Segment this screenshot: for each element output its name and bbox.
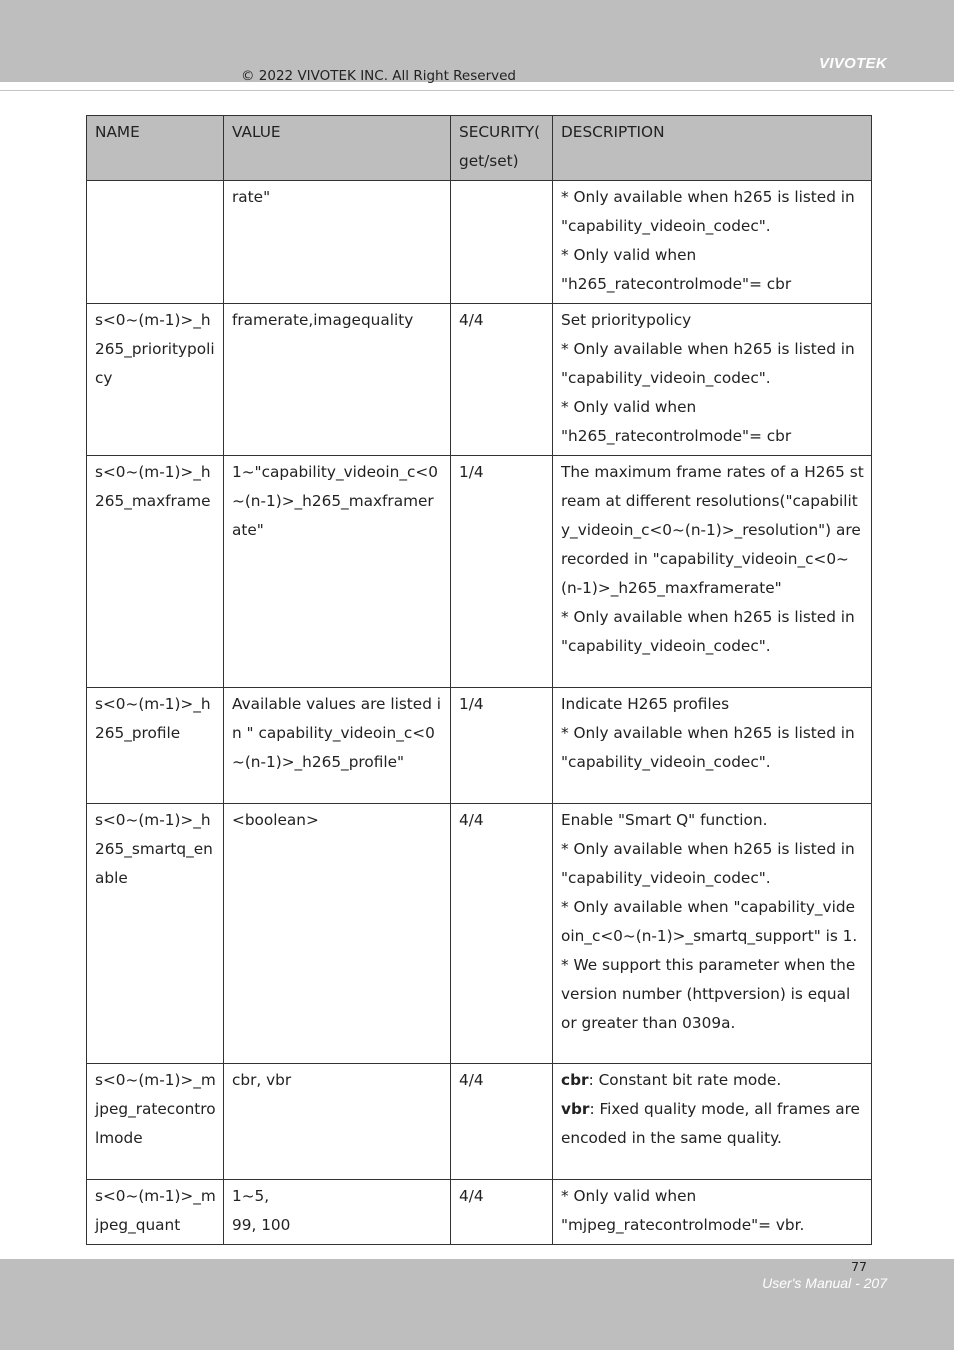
table-row — [87, 804, 872, 1064]
description-line — [561, 1095, 864, 1153]
cell-description — [553, 1064, 872, 1180]
cell-security: 4/4 — [451, 1064, 553, 1180]
cell-name: s<0~(m-1)>_h265_profile — [87, 688, 224, 804]
header-value: VALUE — [224, 116, 451, 181]
cell-description — [553, 304, 872, 456]
description-line: * Only available when h265 is listed in "capability_videoin_codec". — [561, 608, 855, 655]
parameter-table — [86, 115, 872, 1245]
table-row — [87, 1064, 872, 1180]
cell-security: 4/4 — [451, 1180, 553, 1245]
description-line — [561, 1066, 864, 1095]
table-row — [87, 688, 872, 804]
description-line: * Only available when h265 is listed in "capability_videoin_codec". — [561, 188, 855, 235]
cell-name: s<0~(m-1)>_h265_maxframe — [87, 456, 224, 688]
cell-value: cbr, vbr — [224, 1064, 451, 1180]
cell-security: 4/4 — [451, 804, 553, 1064]
cell-name: s<0~(m-1)>_h265_smartq_enable — [87, 804, 224, 1064]
cell-description — [553, 181, 872, 304]
cell-value: Available values are listed in " capability_videoin_c<0~(n-1)>_h265_profile" — [224, 688, 451, 804]
header-description: DESCRIPTION — [553, 116, 872, 181]
cell-security: 1/4 — [451, 456, 553, 688]
description-line: The maximum frame rates of a H265 stream at different resolutions("capability_videoin_c<0~(n-1)>_resolution") are recorded in "capability_videoin_c<0~(n-1)>_h265_maxframerate" — [561, 463, 864, 597]
description-line: * Only valid when "mjpeg_ratecontrolmode"= vbr. — [561, 1187, 805, 1234]
cell-name: s<0~(m-1)>_mjpeg_ratecontrolmode — [87, 1064, 224, 1180]
cell-value: rate" — [224, 181, 451, 304]
brand-logo: VIVOTEK — [819, 55, 887, 72]
cell-value: <boolean> — [224, 804, 451, 1064]
cell-name: s<0~(m-1)>_mjpeg_quant — [87, 1180, 224, 1245]
description-line: * Only valid when "h265_ratecontrolmode"= cbr — [561, 246, 792, 293]
cell-value: framerate,imagequality — [224, 304, 451, 456]
cell-security: 1/4 — [451, 688, 553, 804]
table-row — [87, 181, 872, 304]
header-name: NAME — [87, 116, 224, 181]
cell-value — [224, 1180, 451, 1245]
description-line: * Only available when h265 is listed in "capability_videoin_codec". — [561, 340, 855, 387]
table-header-row — [87, 116, 872, 181]
cell-description — [553, 1180, 872, 1245]
table-row — [87, 456, 872, 688]
cell-description — [553, 804, 872, 1064]
cell-name: s<0~(m-1)>_h265_prioritypolicy — [87, 304, 224, 456]
table-row — [87, 304, 872, 456]
cell-value: 1~"capability_videoin_c<0~(n-1)>_h265_maxframerate" — [224, 456, 451, 688]
value-line: 1~5, — [232, 1187, 270, 1205]
term-vbr-text: : Fixed quality mode, all frames are encoded in the same quality. — [561, 1100, 860, 1147]
description-line: * We support this parameter when the version number (httpversion) is equal or greater than 0309a. — [561, 956, 856, 1032]
copyright-text: © 2022 VIVOTEK INC. All Right Reserved — [241, 68, 516, 84]
value-line: 99, 100 — [232, 1216, 291, 1234]
cell-name — [87, 181, 224, 304]
term-cbr: cbr — [561, 1071, 589, 1089]
manual-page-label: User's Manual - 207 — [762, 1275, 887, 1291]
cell-security: 4/4 — [451, 304, 553, 456]
cell-description — [553, 688, 872, 804]
term-vbr: vbr — [561, 1100, 590, 1118]
page-number: 77 — [851, 1259, 867, 1274]
description-line: Indicate H265 profiles — [561, 695, 730, 713]
cell-security — [451, 181, 553, 304]
table-row — [87, 1180, 872, 1245]
footer-band — [0, 1259, 954, 1350]
term-cbr-text: : Constant bit rate mode. — [588, 1071, 782, 1089]
description-line: * Only available when h265 is listed in "capability_videoin_codec". — [561, 840, 855, 887]
description-line: * Only available when h265 is listed in "capability_videoin_codec". — [561, 724, 855, 771]
header-divider — [0, 90, 954, 91]
description-line: * Only available when "capability_videoin_c<0~(n-1)>_smartq_support" is 1. — [561, 898, 858, 945]
description-line: Enable "Smart Q" function. — [561, 811, 768, 829]
description-line: Set prioritypolicy — [561, 311, 692, 329]
description-line: * Only valid when "h265_ratecontrolmode"= cbr — [561, 398, 792, 445]
header-security: SECURITY( get/set) — [451, 116, 553, 181]
cell-description — [553, 456, 872, 688]
